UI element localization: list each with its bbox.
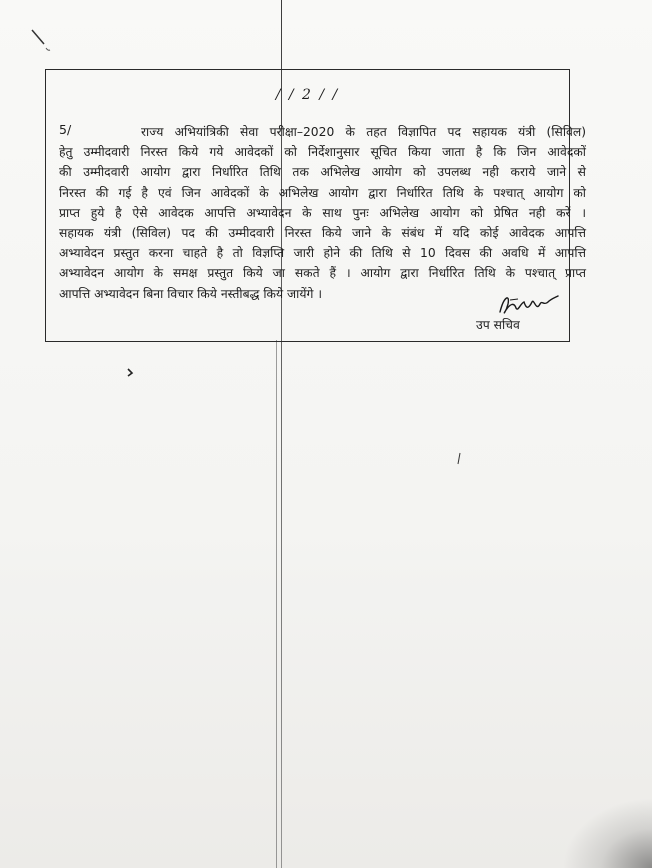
notice-box — [45, 69, 586, 342]
stray-mark — [30, 28, 52, 54]
designation: उप सचिव — [476, 318, 520, 332]
text-line: आपत्ति अभ्यावेदन बिना विचार किये नस्तीबद्ध किये जायेंगे । — [59, 286, 322, 301]
text-line: निरस्त की गई है एवं जिन आवेदकों के अभिलेख आयोग द्वारा निर्धारित तिथि के पश्चात् आयोग को — [59, 185, 586, 200]
text-line: प्राप्त हुये है ऐसे आवेदक आपत्ति अभ्यावेदन के साथ पुनः अभिलेख आयोग को प्रेषित नही करें । — [59, 205, 586, 220]
text-line: सहायक यंत्री (सिविल) पद की उम्मीदवारी निरस्त किये जाने के संबंध में यदि कोई आवेदक आपत्ति — [59, 226, 586, 241]
fold-line — [276, 340, 277, 868]
notice-body — [59, 122, 586, 304]
paragraph-number: 5/ — [59, 122, 72, 137]
text-line: हेतु उम्मीदवारी निरस्त किये गये आवेदकों को निर्देशानुसार सूचित किया जाता है कि जिन आवेदकों — [59, 145, 586, 160]
text-line: राज्य अभियांत्रिकी सेवा परीक्षा–2020 के तहत विज्ञापित पद सहायक यंत्री (सिविल) — [141, 125, 586, 139]
text-line: अभ्यावेदन आयोग के समक्ष प्रस्तुत किये जा सकते हैं । आयोग द्वारा निर्धारित तिथि के पश्चात् प्राप्त — [59, 266, 586, 281]
stray-mark — [127, 368, 135, 378]
corner-shadow — [562, 798, 652, 868]
text-line: अभ्यावेदन प्रस्तुत करना चाहते है तो विज्ञप्ति जारी होने की तिथि से 10 दिवस की अवधि में आपत्ति — [59, 246, 586, 261]
stray-mark — [456, 452, 462, 466]
text-line: की उम्मीदवारी आयोग द्वारा निर्धारित तिथि तक अभिलेख आयोग को उपलब्ध नही कराये जाने से — [59, 165, 586, 180]
page-number: / / 2 / / — [275, 87, 340, 103]
